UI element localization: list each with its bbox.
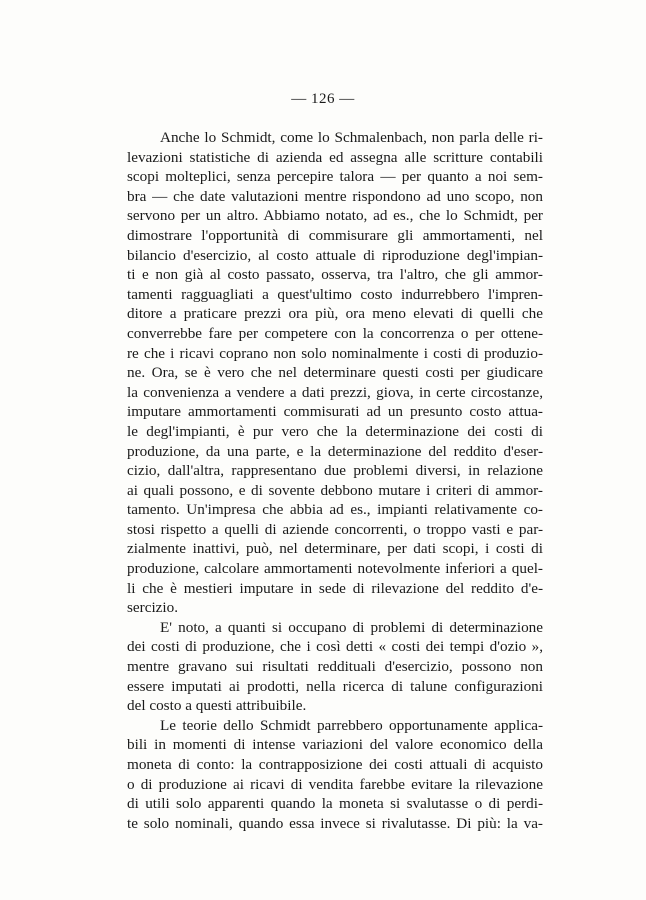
text-line: tamenti ragguagliati a quest'ultimo costo indurrebbero l'impren- [127, 285, 543, 303]
text-line: di utili solo apparenti quando la moneta si svalutasse o di perdi- [127, 795, 543, 813]
text-line: bili in momenti di intense variazioni del valore economico della [127, 736, 543, 754]
text-line: li che è mestieri imputare in sede di rilevazione del reddito d'e- [127, 579, 543, 597]
text-line: zialmente inattivi, può, nel determinare, per dati scopi, i costi di [127, 540, 543, 558]
text-line: mentre gravano sui risultati reddituali d'esercizio, possono non [127, 658, 543, 676]
text-line: produzione, calcolare ammortamenti notevolmente inferiori a quel- [127, 560, 543, 578]
text-line: ditore a praticare prezzi ora più, ora meno elevati di quelli che [127, 305, 543, 323]
body-text [127, 128, 543, 833]
text-line: bilancio d'esercizio, al costo attuale di riproduzione degl'impian- [127, 246, 543, 264]
text-line: converrebbe fare per competere con la concorrenza o per ottene- [127, 324, 543, 342]
text-line: la convenienza a vendere a dati prezzi, giova, in certe circostanze, [127, 383, 543, 401]
text-line: ti e non già al costo passato, osserva, tra l'altro, che gli ammor- [127, 266, 543, 284]
text-line: dimostrare l'opportunità di commisurare gli ammortamenti, nel [127, 226, 543, 244]
text-line: le degl'impianti, è pur vero che la determinazione dei costi di [127, 422, 543, 440]
text-line: imputare ammortamenti commisurati ad un presunto costo attua- [127, 403, 543, 421]
text-line: tamento. Un'impresa che abbia ad es., impianti relativamente co- [127, 501, 543, 519]
text-line: te solo nominali, quando essa invece si rivalutasse. Di più: la va- [127, 814, 543, 832]
text-line: dei costi di produzione, che i così detti « costi dei tempi d'ozio », [127, 638, 543, 656]
text-line: essere imputati ai prodotti, nella ricerca di talune configurazioni [127, 677, 543, 695]
text-line: moneta di conto: la contrapposizione dei costi attuali di acquisto [127, 756, 543, 773]
text-line: re che i ricavi coprano non solo nominalmente i costi di produzio- [127, 344, 543, 362]
page-number: — 126 — [291, 91, 355, 107]
text-line: servono per un altro. Abbiamo notato, ad es., che lo Schmidt, per [127, 207, 543, 225]
text-line: del costo a questi attribuibile. [127, 697, 307, 715]
text-line: scopi molteplici, senza percepire talora — per quanto a noi sem- [127, 168, 543, 186]
text-line: Le teorie dello Schmidt parrebbero opportunamente applica- [160, 716, 543, 734]
text-line: stosi rispetto a quelli di aziende concorrenti, o troppo vasti e par- [127, 520, 543, 538]
text-line: sercizio. [127, 599, 179, 617]
text-line: o di produzione ai ricavi di vendita farebbe evitare la rilevazione [127, 775, 543, 793]
text-line: bra — che date valutazioni mentre rispondono ad uno scopo, non [127, 187, 543, 205]
text-line: ai quali possono, e di sovente debbono mutare i criteri di ammor- [127, 481, 543, 499]
text-line: E' noto, a quanti si occupano di problemi di determinazione [160, 618, 543, 636]
text-line: Anche lo Schmidt, come lo Schmalenbach, non parla delle ri- [160, 129, 543, 146]
text-line: produzione, da una parte, e la determinazione del reddito d'eser- [127, 442, 543, 460]
text-line: ne. Ora, se è vero che nel determinare questi costi per giudicare [127, 364, 543, 382]
text-line: cizio, dall'altra, rappresentano due problemi diversi, in relazione [127, 462, 543, 480]
text-line: levazioni statistiche di azienda ed assegna alle scritture contabili [127, 148, 543, 166]
